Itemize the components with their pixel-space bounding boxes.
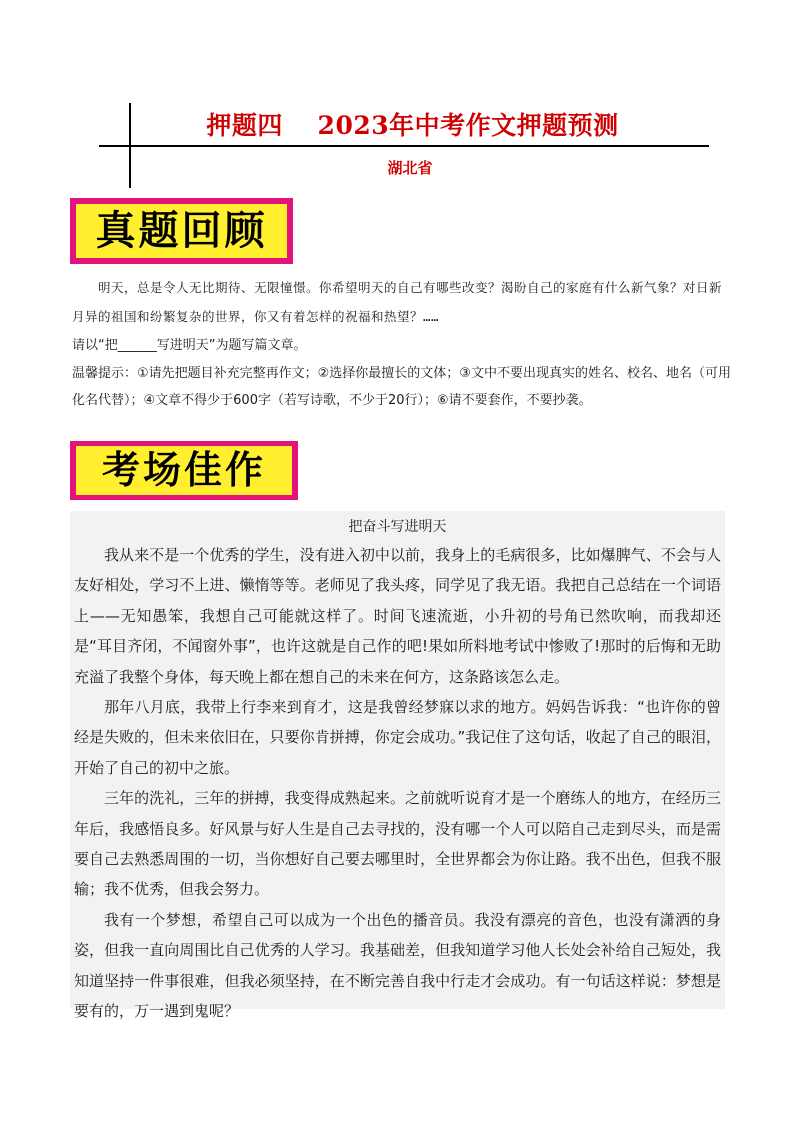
essay-title: 把奋斗写进明天 bbox=[348, 519, 447, 535]
prompt-tips: 温馨提示：①请先把题目补充完整再作文；②选择你最擅长的文体；③文中不要出现真实的姓名、校名、地名（可用化名代替）；④文章不得少于600字（若写诗歌，不少于20行）；⑥请不要套作，不要抄袭。 bbox=[72, 366, 731, 408]
header-horizontal-rule bbox=[99, 145, 709, 147]
model-essay bbox=[70, 511, 725, 1021]
prompt-instruction: 请以“把______写进明天”为题写篇文章。 bbox=[72, 338, 307, 353]
essay-paragraph: 三年的洗礼，三年的拼搏，我变得成熟起来。之前就听说育才是一个磨练人的地方，在经历三年后，我感悟良多。好风景与好人生是自己去寻找的，没有哪一个人可以陪自己走到尽头，而是需要自己去熟悉周围的一切，当你想好自己要去哪里时，全世界都会为你让路。我不出色，但我不服输；我不优秀，但我会努力。 bbox=[74, 789, 721, 899]
essay-paragraph: 那年八月底，我带上行李来到育才，这是我曾经梦寐以求的地方。妈妈告诉我：“也许你的曾经是失败的，但未来依旧在，只要你肯拼搏，你定会成功。”我记住了这句话，收起了自己的眼泪，开始了自己的初中之旅。 bbox=[74, 698, 721, 777]
real-exam-banner bbox=[70, 198, 293, 264]
prompt-text: 明天，总是令人无比期待、无限憧憬。你希望明天的自己有哪些改变？渴盼自己的家庭有什么新气象？对日新月异的祖国和纷繁复杂的世界，你又有着怎样的祝福和热望？…… bbox=[72, 280, 723, 324]
essay-paragraph: 我从来不是一个优秀的学生，没有进入初中以前，我身上的毛病很多，比如爆脾气、不会与人友好相处，学习不上进、懒惰等等。老师见了我头疼，同学见了我无语。我把自己总结在一个词语上——无知愚笨，我想自己可能就这样了。时间飞速流逝，小升初的号角已然吹响，而我却还是“耳目齐闭，不闻窗外事”，也许这就是自己作的吧!果如所料地考试中惨败了!那时的后悔和无助充溢了我整个身体，每天晚上都在想自己的未来在何方，这条路该怎么走。 bbox=[74, 546, 721, 686]
model-essay-banner bbox=[70, 441, 298, 500]
exam-prompt bbox=[72, 273, 732, 414]
real-exam-banner-label: 真题回顾 bbox=[76, 204, 287, 258]
document-subtitle: 湖北省 bbox=[387, 159, 433, 177]
document-title: 押题四 2023年中考作文押题预测 bbox=[206, 111, 619, 140]
model-essay-banner-label: 考场佳作 bbox=[76, 446, 292, 495]
essay-paragraph: 我有一个梦想，希望自己可以成为一个出色的播音员。我没有漂亮的音色，也没有潇洒的身姿，但我一直向周围比自己优秀的人学习。我基础差，但我知道学习他人长处会补给自己短处，我知道坚持一件事很难，但我必须坚持，在不断完善自我中行走才会成功。有一句话这样说：梦想是要有的，万一遇到鬼呢？ bbox=[74, 910, 721, 1021]
